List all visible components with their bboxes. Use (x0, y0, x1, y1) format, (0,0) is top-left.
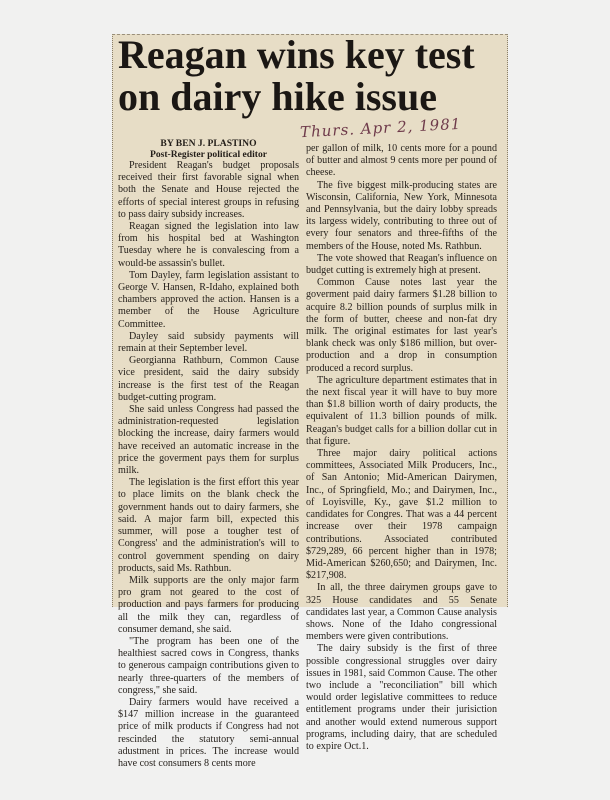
headline-line-1: Reagan wins key test (118, 32, 475, 77)
paragraph: The five biggest milk-producing states are Wisconsin, California, New York, Minnesota and Pennsylvania, but the dairy lobby spreads its largess widely, contributing to three out of every four senators and three-fifths of the members of the House, noted Ms. Rathbun. (306, 179, 497, 252)
article-column-left (118, 139, 299, 770)
headline-line-2: on dairy hike issue (118, 74, 437, 119)
paragraph: The legislation is the first effort this year to place limits on the blank check the government hands out to dairy farmers, she said. A major farm bill, expected this summer, will pose a tougher test of Congress' and the administration's will to control government spending on dairy products, said Ms. Rathbun. (118, 477, 299, 574)
paragraph: Dairy farmers would have received a $147 million increase in the guaranteed price of milk products if Congress had not rescinded the statutory semi-annual adustment in prices. The increase would have cost consumers 8 cents more (118, 696, 299, 769)
paragraph: The agriculture department estimates that in the next fiscal year it will have to buy more than $1.8 billion worth of dairy products, the equivalent of 11.3 billion pounds of milk. Reagan's budget calls for a billion dollar cut in that figure. (306, 374, 497, 447)
paragraph: Georgianna Rathburn, Common Cause vice president, said the dairy subsidy increase is the first test of the Reagan budget-cutting program. (118, 355, 299, 403)
article-column-right (306, 143, 497, 753)
paragraph: She said unless Congress had passed the administration-requested legislation blocking the increase, dairy farmers would have received an automatic increase in the price the goverment pays them for surplus milk. (118, 404, 299, 477)
paragraph: The dairy subsidy is the first of three possible congressional struggles over dairy issues in 1981, said Common Cause. The other two include a "reconciliation" bill which would order legislative committees to reduce entitlement programs under their jurisiction and another would extend numerous support programs, including dairy, that are scheduled to expire Oct.1. (306, 643, 497, 752)
paragraph: Three major dairy political actions committees, Associated Milk Producers, Inc., of San Antonio; Mid-American Dairymen, Inc., of Springfield, Mo.; and Dairymen, Inc., of Loyisville, Ky., gave $1.2 million to candidates for Congres. That was a 44 percent increase over their 1978 campaign contributions. Associated contributed $729,289, 66 percent higher than in 1978; Mid-American $260,650; and Dairymen, Inc. $217,908. (306, 448, 497, 582)
paragraph: Reagan signed the legislation into law from his hospital bed at Washington Tuesday where he is convalescing from a would-be assassin's bullet. (118, 221, 299, 269)
byline-author: BY BEN J. PLASTINO (160, 138, 257, 149)
paragraph: President Reagan's budget proposals received their first favorable signal when both the Senate and House rejected the efforts of special interest groups in refusing to pass dairy subsidy increases. (118, 160, 299, 220)
paragraph: The vote showed that Reagan's influence on budget cutting is extremely high at present. (306, 252, 497, 277)
paragraph: Dayley said subsidy payments will remain at their September level. (118, 330, 299, 355)
paragraph: Common Cause notes last year the goverment paid dairy farmers $1.28 billion to acquire 8.2 billion pounds of surplus milk in the form of butter, cheese and non-fat dry milk. The original estimates for last year's blank check was only $186 million, but over-production and a drop in consumption produced a record surplus. (306, 277, 497, 374)
paragraph: In all, the three dairymen groups gave to 325 House candidates and 55 Senate candidates last year, a Common Cause analysis shows. None of the Idaho congressional members were given contributions. (306, 582, 497, 643)
byline-title: Post-Register political editor (149, 148, 268, 160)
headline (118, 34, 475, 118)
paragraph: "The program has been one of the healthiest sacred cows in Congress, thanks to generous campaign contributions given to nearly three-quarters of the members of congress," she said. (118, 635, 299, 696)
paragraph: Milk supports are the only major farm pro gram not geared to the cost of production and pays farmers for producing all the milk they can, regardless of consumer demand, she said. (118, 574, 299, 635)
handwritten-date: Thurs. Apr 2, 1981 (299, 114, 462, 142)
paragraph: per gallon of milk, 10 cents more for a pound of butter and almost 9 cents more per pound of cheese. (306, 143, 497, 179)
paragraph: Tom Dayley, farm legislation assistant to George V. Hansen, R-Idaho, explained both chambers approved the action. Hansen is a member of the House Agriculture Committee. (118, 269, 299, 330)
